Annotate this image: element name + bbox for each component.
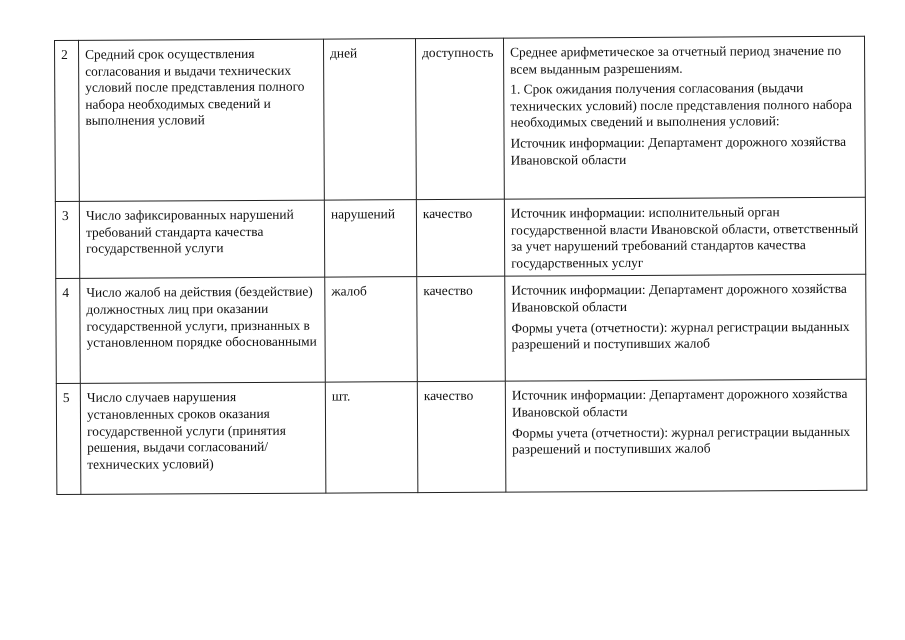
source-paragraph: Источник информации: Департамент дорожного хозяйства Ивановской области: [510, 133, 847, 168]
source-paragraph: Формы учета (отчетности): журнал регистрации выданных разрешений и поступивших жалоб: [511, 318, 850, 352]
indicators-table: [54, 36, 867, 496]
indicator-type: качество: [417, 382, 506, 493]
table-row: [55, 197, 865, 279]
information-source: [504, 197, 865, 276]
unit-of-measure: дней: [323, 39, 416, 200]
indicator-type: качество: [417, 277, 506, 382]
indicator-name: Число зафиксированных нарушений требований стандарта качества государственной услуги: [79, 200, 324, 279]
information-source: [505, 380, 867, 493]
unit-of-measure: нарушений: [324, 200, 416, 278]
source-paragraph: Среднее арифметическое за отчетный период значение по всем выданным разрешениям.: [510, 42, 842, 77]
source-paragraph: Источник информации: Департамент дорожного хозяйства Ивановской области: [511, 281, 847, 315]
information-source: [505, 275, 867, 382]
unit-of-measure: шт.: [325, 382, 418, 493]
indicator-name: Средний срок осуществления согласования и выдачи технических условий после представления полного набора необходимых сведений и выполнения условий: [79, 39, 325, 201]
information-source: [503, 36, 865, 199]
source-paragraph: Формы учета (отчетности): журнал регистрации выданных разрешений и поступивших жалоб: [512, 423, 851, 457]
unit-of-measure: жалоб: [325, 277, 418, 382]
source-paragraph: Источник информации: исполнительный орган государственной власти Ивановской области, ответственный за учет нарушений требований стандартов качества государственных услуг: [510, 204, 859, 271]
row-number: 5: [56, 384, 81, 495]
row-number: 4: [56, 279, 81, 384]
indicator-name: Число случаев нарушения установленных сроков оказания государственной услуги (принятия решения, выдачи согласований/технических условий): [80, 382, 326, 494]
table-row: [56, 380, 867, 495]
indicator-type: качество: [416, 199, 504, 277]
indicator-type: доступность: [415, 38, 504, 199]
row-number: 2: [55, 40, 80, 201]
source-paragraph: 1. Срок ожидания получения согласования (выдачи технических условий) после представления полного набора необходимых сведений и выполнения условий:: [510, 80, 852, 130]
row-number: 3: [55, 201, 79, 278]
source-paragraph: Источник информации: Департамент дорожного хозяйства Ивановской области: [511, 386, 848, 420]
indicator-name: Число жалоб на действия (бездействие) должностных лиц при оказании государственной услуги, признанных в установленном порядке обоснованными: [80, 277, 326, 383]
table-row: [55, 36, 866, 201]
table-row: [56, 275, 867, 384]
